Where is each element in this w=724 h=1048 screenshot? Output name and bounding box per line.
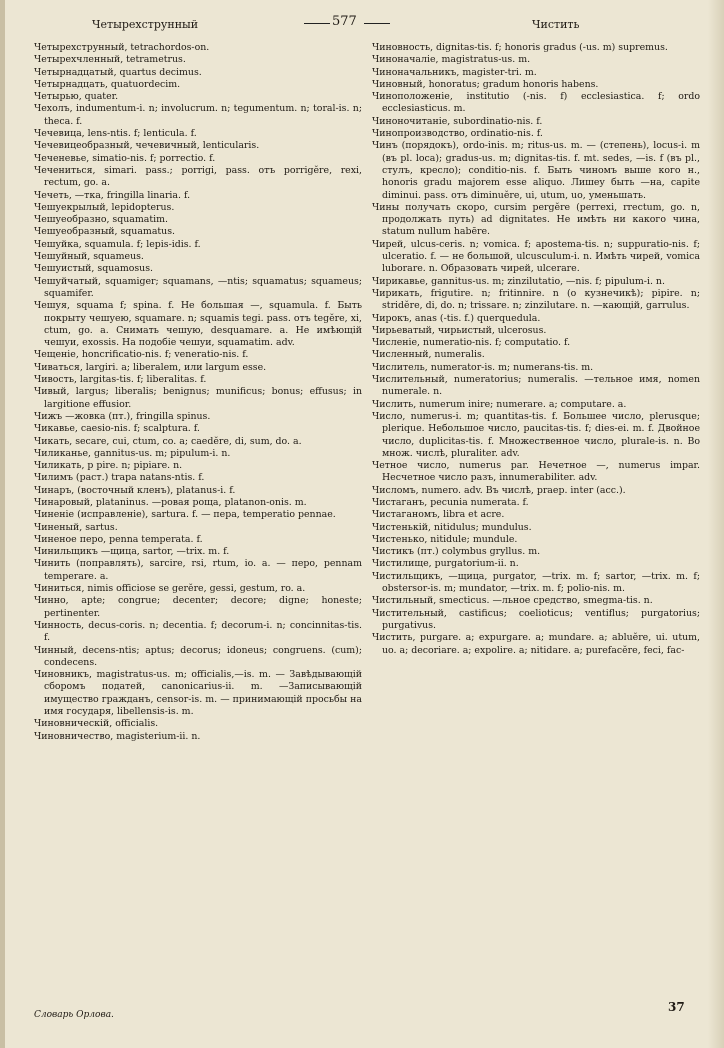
dictionary-entry: Чивость, largitas-tis. f; liberalitas. f. xyxy=(34,374,207,386)
dictionary-entry: Чечениться, simari. pass.; porrigi, pass. отъ porrigĕre, rexi, rectum, go. a. xyxy=(34,164,362,189)
dictionary-entry: Чирокъ, anas (-tis. f.) querquedula. xyxy=(372,312,541,324)
dictionary-entry: Численіе, numeratio-nis. f; computatio. f. xyxy=(372,337,571,349)
dictionary-entry: Чирей, ulcus-ceris. n; vomica. f; apostema-tis. n; suppuratio-nis. f; ulceratio. f. — не большой, ulcusculum-i. n. Имѣть чирей, vomica luborare. n. Образовать чирей, ulcerare. xyxy=(372,238,700,275)
dictionary-entry: Чиненый, sartus. xyxy=(34,521,118,533)
dictionary-entry: Чикать, secare, cui, ctum, co. a; caedĕre, di, sum, do. a. xyxy=(34,435,302,447)
dictionary-entry: Чирикать, frigutire. n; fritinnire. n (о кузнечикѣ); pipire. n; stridĕre, di, do. n; trissare. n; zinzilutare. n. —кающій, garrulus. xyxy=(372,287,700,312)
header-rule-left xyxy=(304,23,330,24)
dictionary-entry: Числить, numerum inire; numerare. a; computare. a. xyxy=(372,398,627,410)
dictionary-entry: Чирьеватый, чирьистый, ulcerosus. xyxy=(372,324,547,336)
dictionary-entry: Чинильщикъ —щица, sartor, —trix. m. f. xyxy=(34,546,230,558)
dictionary-entry: Чехолъ, indumentum-i. n; involucrum. n; tegumentum. n; toral-is. n; theca. f. xyxy=(34,103,362,127)
dictionary-entry: Чешуя, squama f; spina. f. Не большая —, squamula. f. Быть покрыту чешуею, squamare. n; squamis tegi. pass. отъ tegĕre, xi, ctum, go. a. Снимать чешую, desquamare. a. Не имѣющій чешуи, exossis. На подобіе чешуи, squamatim. adv. xyxy=(34,300,362,349)
dictionary-entry: Чиновникъ, magistratus-us. m; officialis,—is. m. — Завѣдывающій сборомъ податей, canonicarius-ii. m. —Записывающій имущество гражданъ, censor-is. m. — принимающій просьбы на имя государя, libellensis-is. m. xyxy=(34,669,362,718)
dictionary-entry: Чиненое перо, penna temperata. f. xyxy=(34,533,203,545)
dictionary-entry: Чинность, decus-coris. n; decentia. f; decorum-i. n; concinnitas-tis. f. xyxy=(34,619,362,644)
dictionary-entry: Чинопроизводство, ordinatio-nis. f. xyxy=(372,128,543,140)
sheet-number: 37 xyxy=(668,1000,685,1014)
left-column xyxy=(34,42,362,743)
dictionary-entry: Число, numerus-i. m; quantitas-tis. f. Большее число, plerusque; plerique. Небольшое число, paucitas-tis. f; dies-ei. m. f. Двойное число, duplicitas-tis. f. Множественное число, plurale-is. n. Во множ. числѣ, pluraliter. adv. xyxy=(372,410,700,459)
dictionary-entry: Чистильщикъ, —щица, purgator, —trix. m. f; sartor, —trix. m. f; obstersor-is. m; mundator, —trix. m. f; polio-nis. m. xyxy=(372,570,700,595)
dictionary-entry: Чистительный, castificus; coelioticus; ventiflus; purgatorius; purgativus. xyxy=(372,607,700,631)
dictionary-entry: Чешуекрылый, lepidopterus. xyxy=(34,201,175,213)
dictionary-entry: Чешуйка, squamula. f; lepis-idis. f. xyxy=(34,238,201,250)
dictionary-entry: Чистить, purgare. a; expurgare. a; mundare. a; abluĕre, ui. utum, uo. a; decoriare. a; expolire. a; nitidare. a; purefacĕre, feci, fac- xyxy=(372,632,700,656)
dictionary-entry: Чечевицеобразный, чечевичный, lenticularis. xyxy=(34,140,260,152)
dictionary-entry: Четырнадцать, quatuordecim. xyxy=(34,78,181,90)
dictionary-entry: Чистилище, purgatorium-ii. n. xyxy=(372,558,519,570)
header-right-guide-word: Чистить xyxy=(532,18,580,31)
right-column xyxy=(372,42,700,657)
dictionary-entry: Чечеть, —тка, fringilla linaria. f. xyxy=(34,189,191,201)
page-header xyxy=(0,14,724,36)
dictionary-entry: Четырнадцатый, quartus decimus. xyxy=(34,66,202,78)
page-corner-shadow xyxy=(708,0,724,1048)
header-page-number: 577 xyxy=(332,14,357,29)
dictionary-entry: Чиликанье, gannitus-us. m; pipulum-i. n. xyxy=(34,447,231,459)
dictionary-entry: Чиликать, p pire. n; pipiare. n. xyxy=(34,460,183,472)
header-rule-right xyxy=(364,23,390,24)
dictionary-entry: Чистикъ (пт.) colymbus gryllus. m. xyxy=(372,546,541,558)
dictionary-entry: Чешуеобразный, squamatus. xyxy=(34,226,176,238)
dictionary-entry: Чинаръ, (восточный кленъ), platanus-i. f. xyxy=(34,484,236,496)
dictionary-entry: Чинъ (порядокъ), ordo-inis. m; ritus-us. m. — (степень), locus-i. m (въ pl. loca); gradus-us. m; dignitas-tis. f. mt. sedes, —is. f (въ pl., стулъ, кресло); conditio-nis. f. Быть чиномъ выше кого н., honoris gradu majorem esse aliquo. Лишеу быть —на, capite diminui. pass. отъ diminuĕre, ui, utum, uo, уменьшать. xyxy=(372,140,700,201)
dictionary-entry: Чиноначаліе, magistratus-us. m. xyxy=(372,54,531,66)
dictionary-entry: Чечевица, lens-ntis. f; lenticula. f. xyxy=(34,128,197,140)
dictionary-entry: Чилимъ (раст.) trapa natans-ntis. f. xyxy=(34,472,205,484)
dictionary-entry: Числительный, numeratorius; numeralis. —тельное имя, nomen numerale. n. xyxy=(372,374,700,398)
dictionary-entry: Четырью, quater. xyxy=(34,91,119,103)
dictionary-entry: Четное число, numerus par. Нечетное —, numerus impar. Несчетное число разъ, innumerabiliter. adv. xyxy=(372,460,700,484)
dictionary-entry: Четырехчленный, tetrametrus. xyxy=(34,54,186,66)
dictionary-entry: Чиваться, largiri. a; liberalem, или largum esse. xyxy=(34,361,267,373)
dictionary-entry: Чиновническій, officialis. xyxy=(34,718,159,730)
dictionary-entry: Чистаганъ, pecunia numerata. f. xyxy=(372,496,529,508)
dictionary-entry: Чинно, apte; congrue; decenter; decore; digne; honeste; pertinenter. xyxy=(34,595,362,619)
dictionary-entry: Чистильный, smecticus. —льное средство, smegma-tis. n. xyxy=(372,595,653,607)
page-edge-shadow xyxy=(0,0,5,1048)
dictionary-entry: Чиновничество, magisterium-ii. n. xyxy=(34,730,201,742)
dictionary-entry: Чинаровый, plataninus. —ровая роща, platanon-onis. m. xyxy=(34,496,307,508)
dictionary-entry: Чистенькій, nitidulus; mundulus. xyxy=(372,521,532,533)
dictionary-entry: Чинить (поправлять), sarcire, rsi, rtum, io. a. — перо, pennam temperare. a. xyxy=(34,558,362,582)
dictionary-entry: Чеченевье, simatio-nis. f; porrectio. f. xyxy=(34,152,216,164)
dictionary-entry: Чистенько, nitidule; mundule. xyxy=(372,533,518,545)
dictionary-entry: Числомъ, numero. adv. Въ числѣ, praep. inter (acc.). xyxy=(372,484,626,496)
dictionary-entry: Четырехструнный, tetrachordos-on. xyxy=(34,42,210,53)
dictionary-entry: Чинный, decens-ntis; aptus; decorus; idoneus; congruens. (cum); condecens. xyxy=(34,644,362,668)
dictionary-entry: Чижъ —жовка (пт.), fringilla spinus. xyxy=(34,410,211,422)
header-left-guide-word: Четырехструнный xyxy=(92,18,199,31)
dictionary-entry: Чистаганомъ, libra et acre. xyxy=(372,509,505,521)
dictionary-entry: Чивый, largus; liberalis; benignus; munificus; bonus; effusus; in largitione effusior. xyxy=(34,386,362,410)
dictionary-entry: Чикавье, caesio-nis. f; scalptura. f. xyxy=(34,423,200,435)
dictionary-entry: Чещеніе, honcrificatio-nis. f; veneratio-nis. f. xyxy=(34,349,249,361)
dictionary-entry: Чины получать скоро, cursim pergĕre (perrexi, rrectum, go. n, продолжать путь) ad dignitates. Не имѣть ни какого чина, statum nullum habēre. xyxy=(372,201,700,238)
dictionary-entry: Чиноночитаніе, subordinatio-nis. f. xyxy=(372,115,543,127)
dictionary-entry: Числитель, numerator-is. m; numerans-tis. m. xyxy=(372,361,594,373)
dictionary-entry: Чешуистый, squamosus. xyxy=(34,263,153,275)
printer-signature: Словарь Орлова. xyxy=(34,1010,114,1020)
dictionary-entry: Чиноначальникъ, magister-tri. m. xyxy=(372,66,537,78)
dictionary-entry: Чешуеобразно, squamatim. xyxy=(34,214,168,226)
dictionary-entry: Чешуйный, squameus. xyxy=(34,251,144,263)
dictionary-entry: Чиненіе (исправленіе), sartura. f. — пера, temperatio pennae. xyxy=(34,509,336,521)
dictionary-entry: Чиноположеніе, institutio (-nis. f) ecclesiastica. f; ordo ecclesiasticus. m. xyxy=(372,91,700,115)
dictionary-entry: Численный, numeralis. xyxy=(372,349,485,361)
dictionary-entry: Чиновный, honoratus; gradum honoris habens. xyxy=(372,78,599,90)
dictionary-entry: Чешуйчатый, squamiger; squamans, —ntis; squamatus; squameus; squamifer. xyxy=(34,275,362,299)
dictionary-entry: Чирикавье, gannitus-us. m; zinzilutatio, —nis. f; pipulum-i. n. xyxy=(372,275,665,287)
dictionary-entry: Чиновность, dignitas-tis. f; honoris gradus (-us. m) supremus. xyxy=(372,42,668,53)
dictionary-entry: Чиниться, nimis officiose se gerĕre, gessi, gestum, ro. a. xyxy=(34,583,306,595)
